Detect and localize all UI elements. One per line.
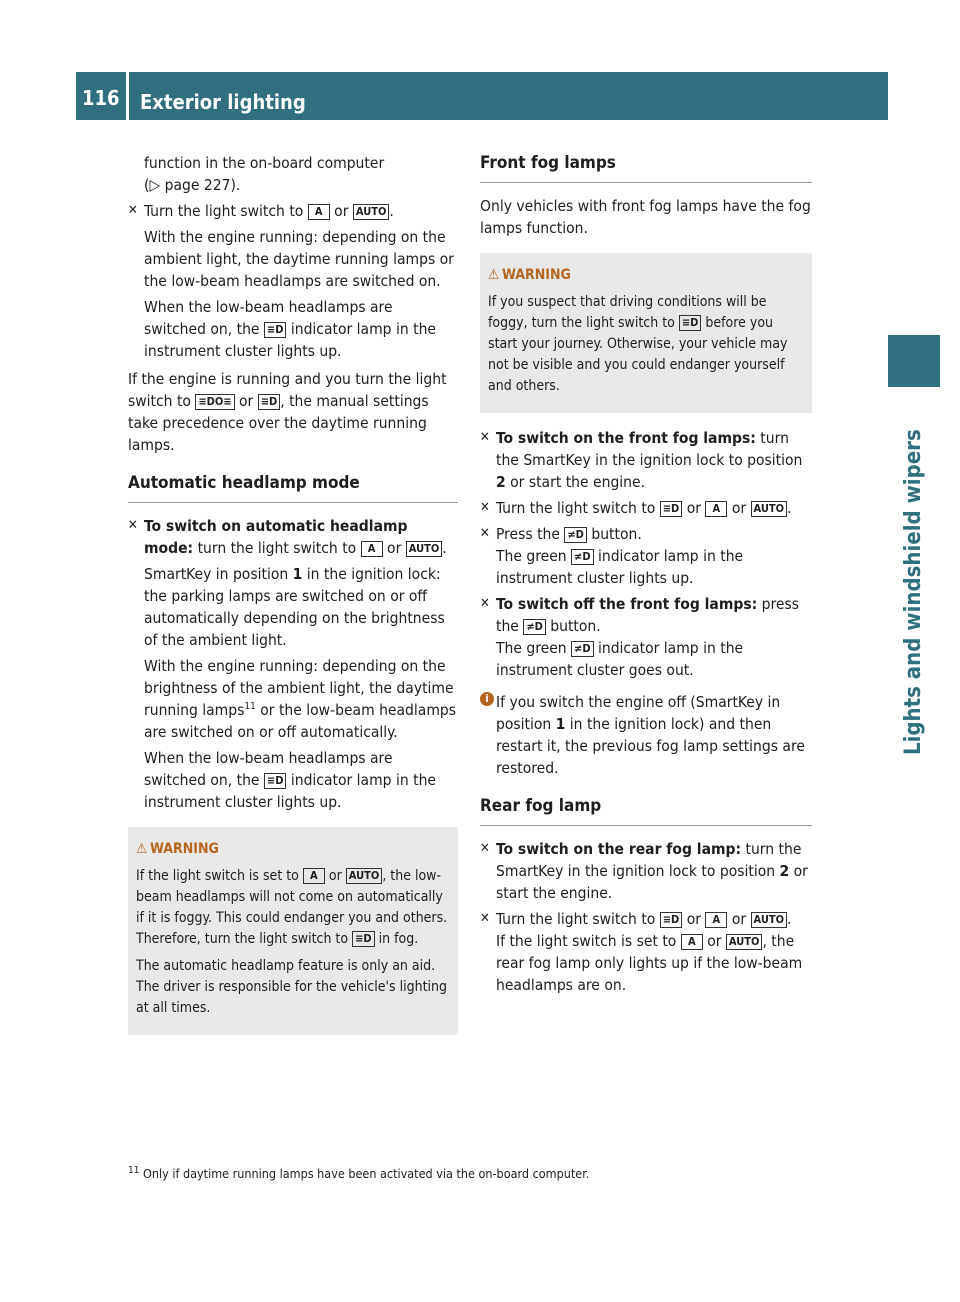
- text: or: [234, 392, 258, 410]
- instruction-step: [480, 908, 812, 996]
- step-arrow-icon: ✕: [480, 500, 490, 515]
- step-arrow-icon: ✕: [480, 526, 490, 541]
- text: or: [702, 932, 726, 950]
- auto-lowbeam-symbol-icon: A: [705, 912, 727, 928]
- text: The automatic headlamp feature is only an aid. The driver is responsible for the vehicle's lighting at all times.: [136, 958, 447, 1016]
- lowbeam-symbol-icon: ≡D: [258, 394, 281, 410]
- text: or: [727, 910, 751, 928]
- text: If the light switch is set to: [136, 868, 303, 884]
- warning-heading: [136, 839, 450, 860]
- text: button.: [545, 617, 601, 635]
- lowbeam-symbol-icon: ≡D: [264, 322, 287, 338]
- text: Press the: [496, 525, 565, 543]
- text: turn the light switch to: [193, 539, 361, 557]
- text: .: [389, 202, 394, 220]
- instruction-step: [480, 497, 812, 519]
- auto-symbol-icon: AUTO: [346, 868, 383, 884]
- text: , the low-beam headlamps will not come on automatically if it is foggy. This could endanger you and others. Therefore, turn the light switch to: [136, 868, 448, 947]
- text: indicator lamp in the instrument cluster goes out.: [496, 639, 744, 679]
- page-title: Exterior lighting: [140, 90, 306, 114]
- step-arrow-icon: ✕: [480, 841, 490, 856]
- auto-symbol-icon: AUTO: [751, 912, 788, 928]
- text: To switch off the front fog lamps:: [496, 595, 758, 613]
- warning-icon: ⚠: [488, 267, 500, 283]
- lowbeam-symbol-icon: ≡D: [660, 912, 683, 928]
- step-arrow-icon: ✕: [128, 518, 138, 533]
- footnote: [128, 1166, 828, 1182]
- instruction-step: [480, 427, 812, 493]
- lowbeam-symbol-icon: ≡D: [679, 315, 702, 331]
- text: , the manual settings take precedence over the daytime running lamps.: [128, 392, 429, 454]
- text: in the ignition lock: the parking lamps are switched on or off automatically depending on the brightness of the ambient light.: [144, 565, 445, 649]
- text: , the rear fog lamp only lights up if the low-beam headlamps are on.: [496, 932, 803, 994]
- fog-lamp-symbol-icon: ≠D: [523, 619, 546, 635]
- step-arrow-icon: ✕: [480, 911, 490, 926]
- text: or start the engine.: [496, 862, 808, 902]
- text: or: [727, 499, 751, 517]
- text: Turn the light switch to: [496, 499, 660, 517]
- step-arrow-icon: ✕: [480, 596, 490, 611]
- step-arrow-icon: ✕: [480, 430, 490, 445]
- text: 2: [779, 862, 790, 880]
- text: WARNING: [502, 267, 571, 283]
- instruction-step: [128, 515, 458, 813]
- step-arrow-icon: ✕: [128, 203, 138, 218]
- page-reference-link[interactable]: (▷ page 227).: [144, 176, 241, 194]
- text: function in the on-board computer: [144, 154, 385, 172]
- parking-symbol-icon: ≡DO≡: [195, 394, 234, 410]
- text: .: [787, 910, 792, 928]
- text: If you suspect that driving conditions will be foggy, turn the light switch to: [488, 294, 767, 331]
- text: The green: [496, 547, 572, 565]
- text: 1: [555, 715, 566, 733]
- text: or start the engine.: [505, 473, 646, 491]
- instruction-step: [128, 200, 458, 362]
- info-note: [480, 691, 812, 779]
- text: indicator lamp in the instrument cluster lights up.: [144, 771, 436, 811]
- section-title: Rear fog lamp: [480, 795, 812, 826]
- fog-lamp-symbol-icon: ≠D: [564, 527, 587, 543]
- warning-heading: [488, 265, 804, 286]
- side-tab-label: Lights and windshield wipers: [901, 429, 926, 755]
- warning-box: [128, 827, 458, 1035]
- text: If you switch the engine off (SmartKey in position: [496, 693, 781, 733]
- text: The green: [496, 639, 572, 657]
- info-icon: i: [480, 692, 494, 706]
- auto-lowbeam-symbol-icon: A: [705, 501, 727, 517]
- auto-symbol-icon: AUTO: [726, 934, 763, 950]
- auto-symbol-icon: AUTO: [353, 204, 390, 220]
- text: indicator lamp in the instrument cluster lights up.: [144, 320, 436, 360]
- text: button.: [586, 525, 642, 543]
- text: in the ignition lock) and then restart it, the previous fog lamp settings are restored.: [496, 715, 805, 777]
- instruction-step: [480, 523, 812, 589]
- warning-icon: ⚠: [136, 841, 148, 857]
- text: WARNING: [150, 841, 219, 857]
- auto-lowbeam-symbol-icon: A: [303, 868, 325, 884]
- paragraph: [128, 152, 458, 196]
- text: press the: [496, 595, 800, 635]
- section-title: Front fog lamps: [480, 152, 812, 183]
- footnote-text: Only if daytime running lamps have been activated via the on-board computer.: [139, 1166, 590, 1181]
- left-column: [128, 152, 458, 1049]
- instruction-step: [480, 838, 812, 904]
- text: SmartKey in position: [144, 565, 293, 583]
- right-column: [480, 152, 812, 1000]
- text: or: [329, 202, 353, 220]
- warning-box: [480, 253, 812, 413]
- text: turn the SmartKey in the ignition lock to position: [496, 840, 802, 880]
- instruction-step: [480, 593, 812, 681]
- text: With the engine running: depending on the ambient light, the daytime running lamps or the low-beam headlamps are switched on.: [144, 228, 454, 290]
- auto-lowbeam-symbol-icon: A: [361, 541, 383, 557]
- fog-lamp-symbol-icon: ≠D: [571, 549, 594, 565]
- side-tab: [888, 395, 940, 755]
- footnote-number: 11: [128, 1164, 140, 1176]
- text: indicator lamp in the instrument cluster lights up.: [496, 547, 744, 587]
- text: or: [682, 910, 706, 928]
- text: .: [787, 499, 792, 517]
- auto-symbol-icon: AUTO: [406, 541, 443, 557]
- text: or the low-beam headlamps are switched on or off automatically.: [144, 701, 457, 741]
- text: When the low-beam headlamps are switched on, the: [144, 749, 393, 789]
- footnote-ref: 11: [244, 700, 256, 712]
- auto-lowbeam-symbol-icon: A: [681, 934, 703, 950]
- auto-symbol-icon: AUTO: [751, 501, 788, 517]
- text: 1: [292, 565, 303, 583]
- text: 2: [496, 473, 506, 491]
- text: If the engine is running and you turn the light switch to: [128, 370, 447, 410]
- section-title: Automatic headlamp mode: [128, 472, 458, 503]
- text: To switch on the front fog lamps:: [496, 429, 756, 447]
- lowbeam-symbol-icon: ≡D: [352, 931, 375, 947]
- side-tab-block: [888, 335, 940, 387]
- text: in fog.: [374, 931, 419, 947]
- text: To switch on the rear fog lamp:: [496, 840, 742, 858]
- lowbeam-symbol-icon: ≡D: [660, 501, 683, 517]
- text: If the light switch is set to: [496, 932, 681, 950]
- fog-lamp-symbol-icon: ≠D: [571, 641, 594, 657]
- auto-lowbeam-symbol-icon: A: [308, 204, 330, 220]
- text: When the low-beam headlamps are switched on, the: [144, 298, 393, 338]
- text: To switch on automatic headlamp mode:: [144, 517, 408, 557]
- text: Turn the light switch to: [144, 202, 308, 220]
- text: .: [442, 539, 447, 557]
- text: Only vehicles with front fog lamps have the fog lamps function.: [480, 197, 811, 237]
- text: Turn the light switch to: [496, 910, 660, 928]
- text: With the engine running: depending on the brightness of the ambient light, the daytime running lamps: [144, 657, 454, 719]
- text: or: [682, 499, 706, 517]
- text: turn the SmartKey in the ignition lock to position: [496, 429, 803, 469]
- text: or: [324, 868, 346, 884]
- header-divider: [126, 72, 129, 120]
- lowbeam-symbol-icon: ≡D: [264, 773, 287, 789]
- page-number: 116: [82, 86, 120, 110]
- text: before you start your journey. Otherwise, your vehicle may not be visible and you could endanger yourself and others.: [488, 315, 788, 394]
- text: or: [382, 539, 406, 557]
